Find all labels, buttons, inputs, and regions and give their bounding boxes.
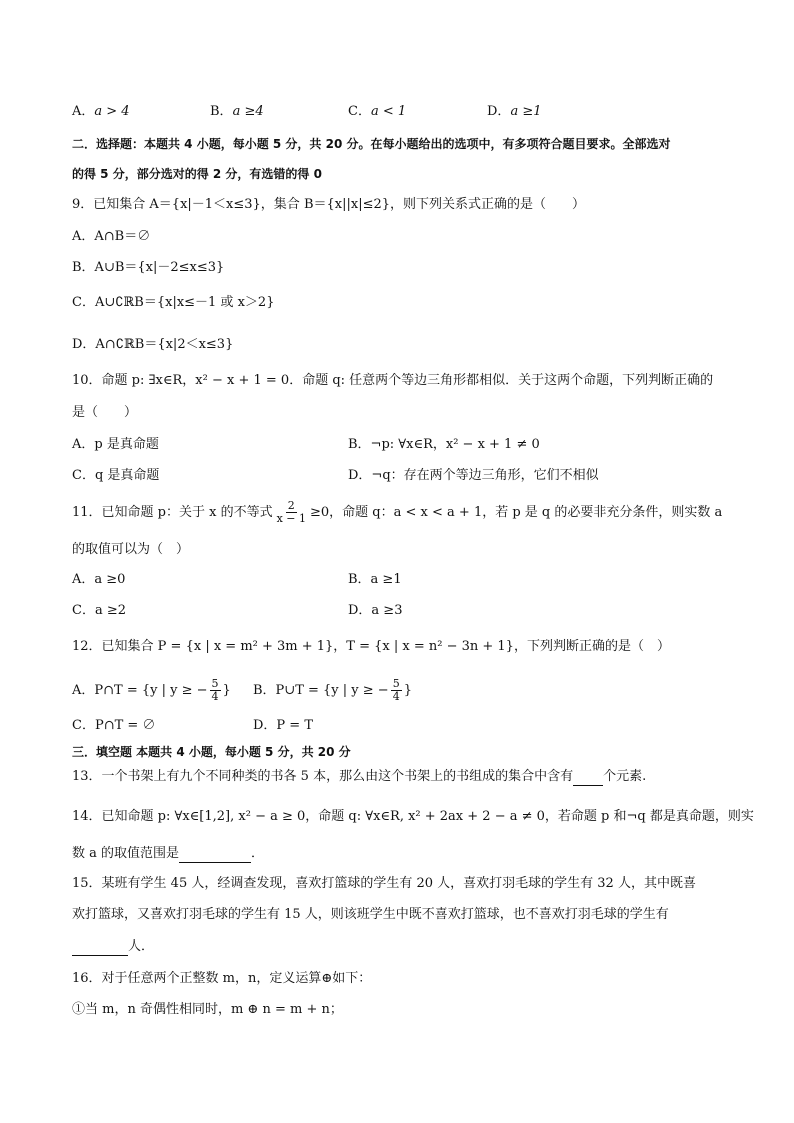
q14-answer-blank[interactable] (179, 848, 251, 863)
q8-option-d: D．a ≥1 (487, 104, 542, 119)
q9-option-b: B．A∪B＝{x|－2≤x≤3} (72, 260, 225, 275)
q12-option-a-text: A．P∩T = {y | y ≥ − (72, 683, 208, 698)
q12-option-b-fraction (391, 678, 402, 703)
q12-option-a-fraction (210, 678, 221, 703)
q12-option-c: C．P∩T = ∅ (72, 718, 156, 733)
q15-stem-cont: 欢打篮球，又喜欢打羽毛球的学生有 15 人，则该班学生中既不喜欢打篮球，也不喜欢打羽毛球的学生有 (72, 907, 669, 922)
q11-fraction-denominator: x − 1 (276, 512, 307, 525)
q14-stem: 14．已知命题 p: ∀x∈[1,2], x² − a ≥ 0，命题 q: ∀x∈R, x² + 2ax + 2 − a ≠ 0，若命题 p 和¬q 都是真命题，则实 (72, 809, 754, 824)
q15-answer-blank[interactable] (72, 941, 128, 956)
q11-option-c: C．a ≥2 (72, 603, 126, 618)
q11-stem-part1: 11．已知命题 p：关于 x 的不等式 (72, 505, 273, 520)
q11-stem-part2: ≥0，命题 q：a < x < a + 1，若 p 是 q 的必要非充分条件，则实数 a (310, 505, 723, 520)
q10-option-a: A．p 是真命题 (72, 437, 159, 452)
q12-option-b-text: B．P∪T = {y | y ≥ − (253, 683, 389, 698)
q15-stem-end (72, 938, 154, 956)
q14-text-end: ． (251, 846, 265, 861)
q11-option-a: A．a ≥0 (72, 572, 126, 587)
section3-heading: 三．填空题 本题共 4 小题，每小题 5 分，共 20 分 (72, 745, 351, 759)
q14-stem-cont (72, 845, 264, 863)
q13-answer-blank[interactable] (573, 771, 603, 786)
q9-option-c: C．A∪∁ℝB＝{x|x≤－1 或 x＞2} (72, 295, 275, 310)
q10-option-c: C．q 是真命题 (72, 468, 160, 483)
q9-option-d: D．A∩∁ℝB＝{x|2＜x≤3} (72, 337, 234, 352)
q13-text: 13．一个书架上有九个不同种类的书各 5 本，那么由这个书架上的书组成的集合中含有 (72, 769, 574, 784)
q8-option-c: C．a < 1 (348, 104, 407, 119)
q12-stem: 12．已知集合 P = {x | x = m² + 3m + 1}，T = {x | x = n² − 3n + 1}，下列判断正确的是（ ） (72, 639, 670, 654)
q8-option-a: A．a > 4 (72, 104, 130, 119)
q16-stem: 16．对于任意两个正整数 m，n，定义运算⊕如下： (72, 971, 372, 986)
q12-option-a (72, 676, 231, 706)
q12-option-a-close: } (222, 683, 231, 698)
q13-stem (72, 768, 646, 786)
q16-rule-1: ①当 m，n 奇偶性相同时，m ⊕ n = m + n； (72, 1002, 343, 1017)
q11-fraction-numerator: 2 (287, 499, 295, 512)
q12-option-b-denominator: 4 (392, 690, 400, 703)
q12-option-d: D．P = T (253, 718, 313, 733)
q15-text-end: 人． (128, 939, 155, 954)
q9-stem: 9．已知集合 A＝{x|－1＜x≤3}，集合 B＝{x||x|≤2}，则下列关系式正确的是（ ） (72, 197, 586, 212)
q12-option-a-numerator: 5 (211, 677, 219, 690)
q9-option-a: A．A∩B＝∅ (72, 229, 151, 244)
q10-stem-cont: 是（ ） (72, 405, 138, 420)
q10-option-b: B．¬p: ∀x∈R，x² − x + 1 ≠ 0 (348, 437, 540, 452)
q14-text: 数 a 的取值范围是 (72, 846, 180, 861)
q15-stem: 15．某班有学生 45 人，经调查发现，喜欢打篮球的学生有 20 人，喜欢打羽毛球的学生有 32 人，其中既喜 (72, 876, 696, 891)
q11-option-d: D．a ≥3 (348, 603, 403, 618)
q13-text-end: 个元素. (603, 769, 647, 784)
q10-stem: 10．命题 p: ∃x∈R，x² − x + 1 = 0．命题 q: 任意两个等边三角形都相似．关于这两个命题，下列判断正确的 (72, 373, 714, 388)
q12-option-b (253, 676, 412, 706)
q11-option-b: B．a ≥1 (348, 572, 402, 587)
q11-stem-cont: 的取值可以为（ ） (72, 542, 190, 557)
q11-fraction (275, 500, 308, 525)
q12-option-a-denominator: 4 (211, 690, 219, 703)
section2-heading: 二．选择题：本题共 4 小题，每小题 5 分，共 20 分。在每小题给出的选项中，有多项符合题目要求。全部选对 (72, 137, 671, 151)
q12-option-b-close: } (403, 683, 412, 698)
q8-option-b: B．a ≥4 (210, 104, 264, 119)
q11-stem (72, 498, 722, 528)
q12-option-b-numerator: 5 (392, 677, 400, 690)
section2-heading-cont: 的得 5 分，部分选对的得 2 分，有选错的得 0 (72, 167, 322, 181)
q10-option-d: D．¬q：存在两个等边三角形，它们不相似 (348, 468, 599, 483)
